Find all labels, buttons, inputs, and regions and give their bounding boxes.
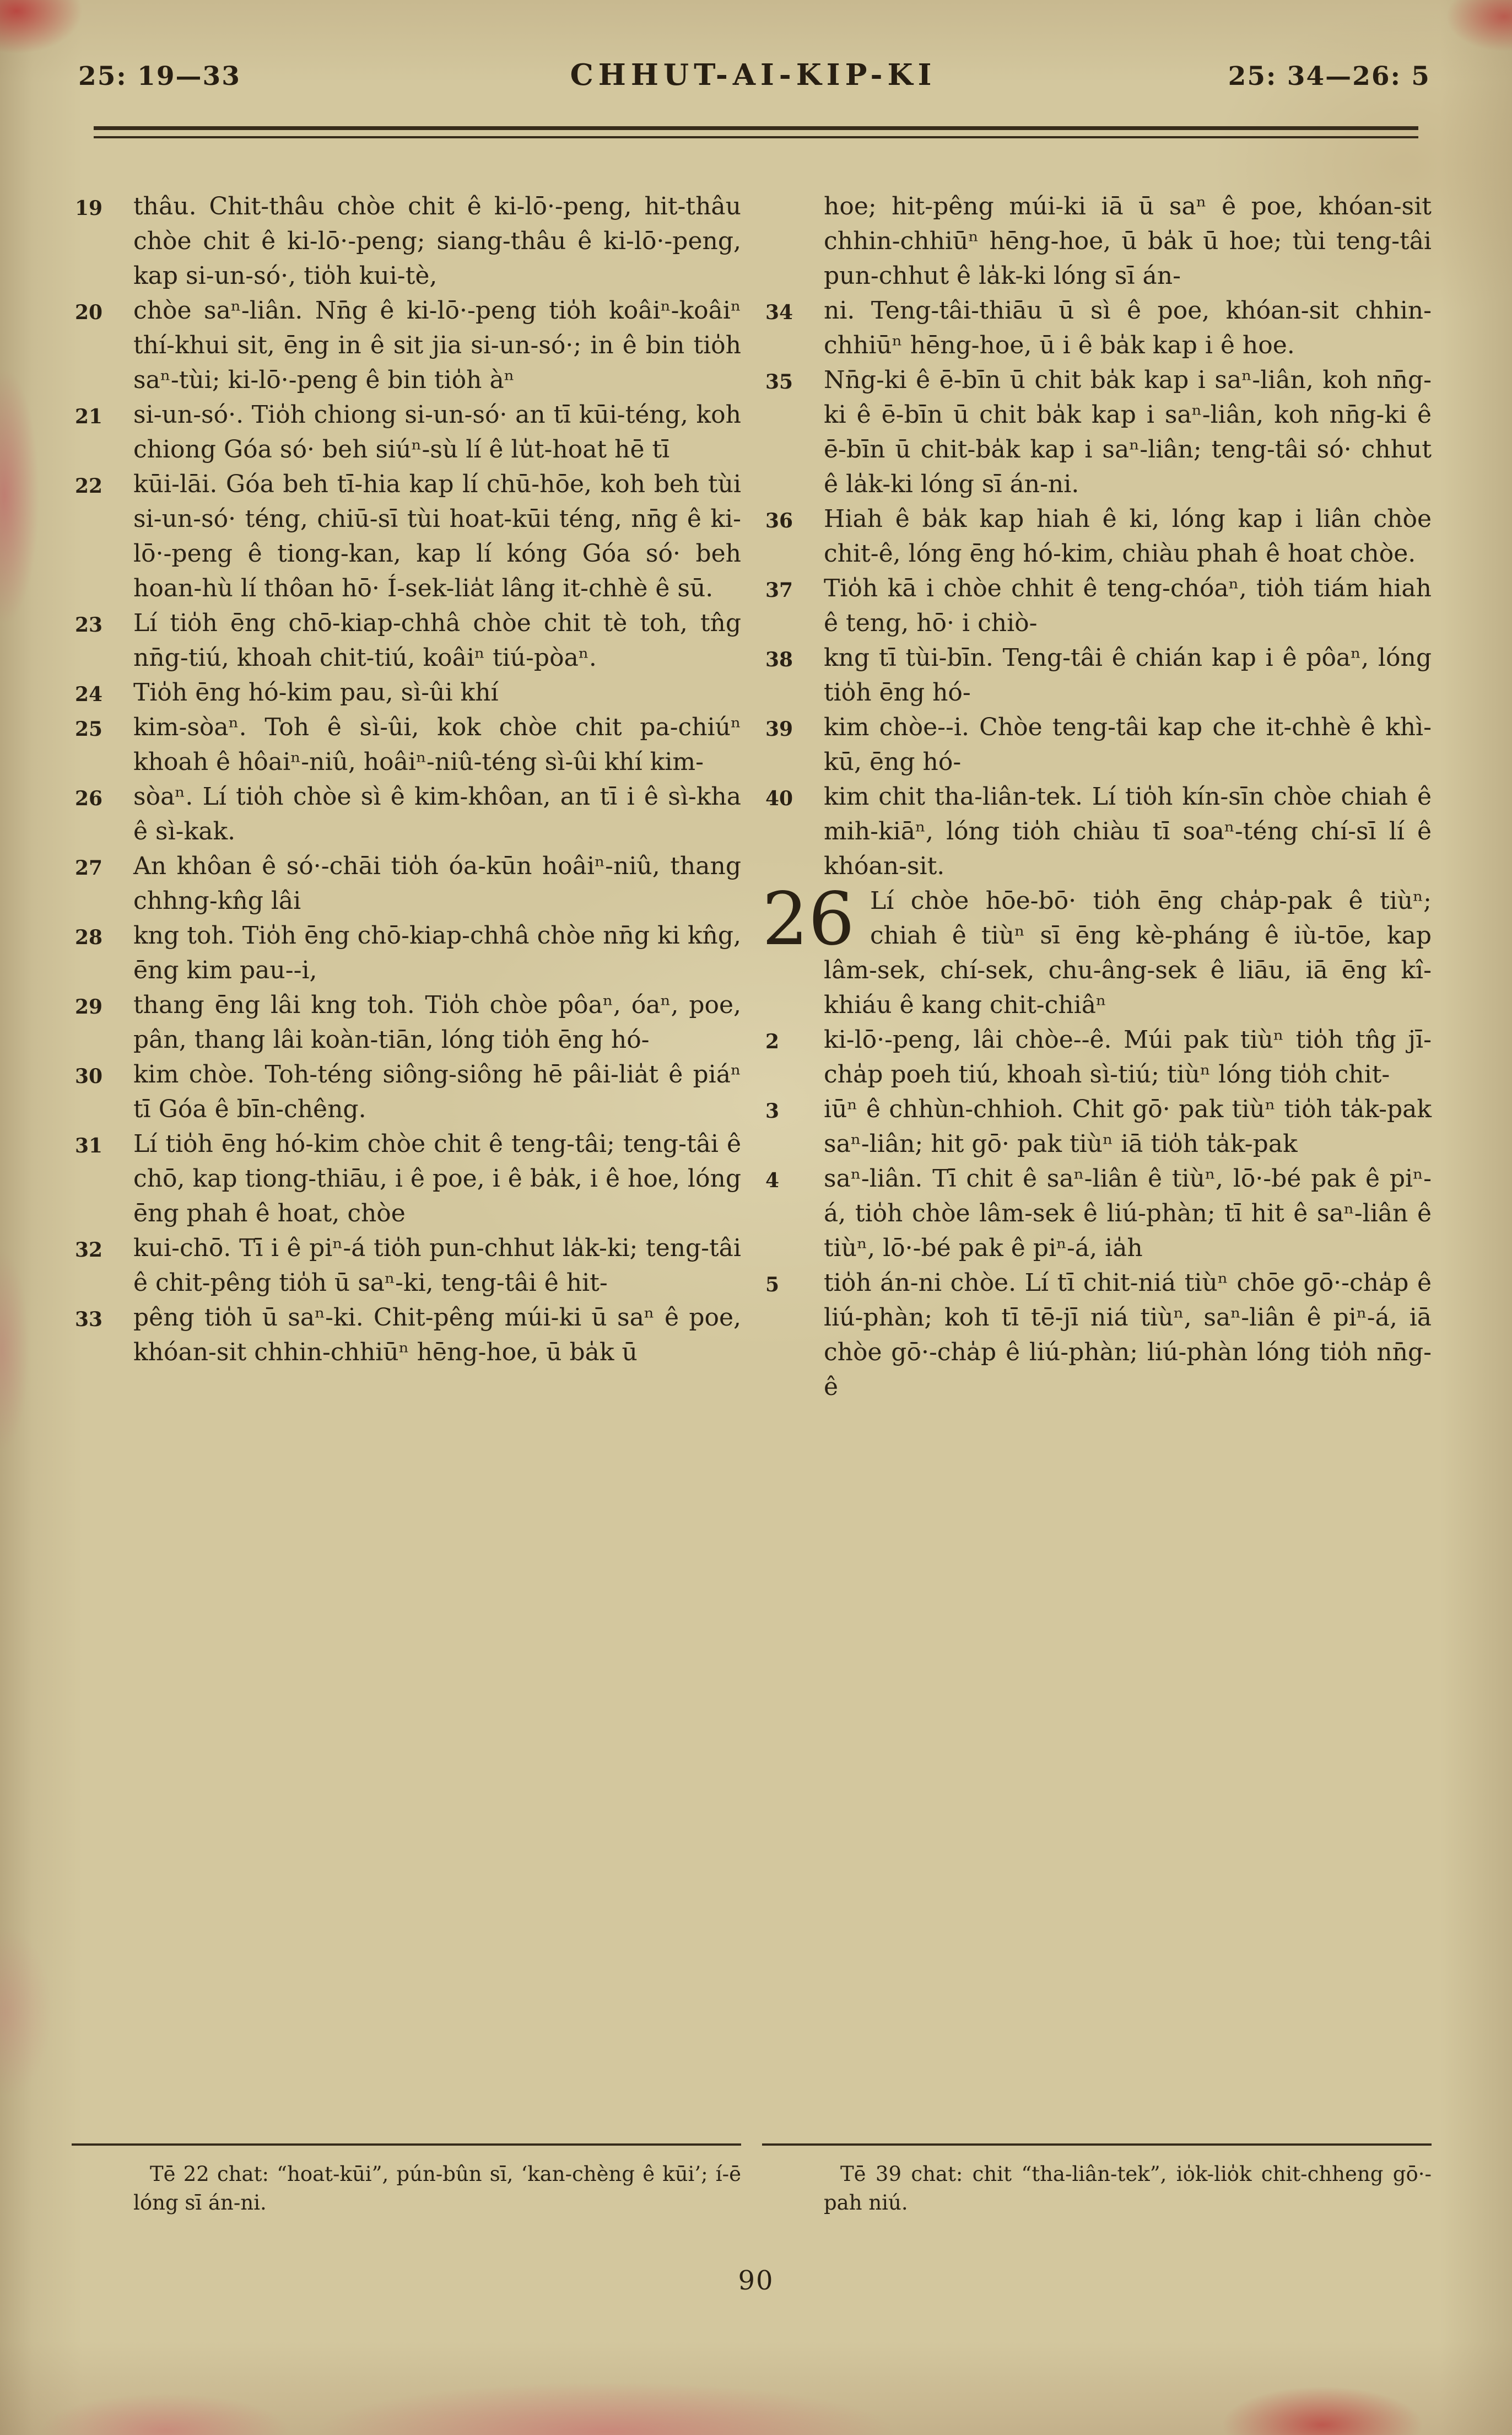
verse-number: 38: [765, 648, 793, 671]
verse: [75, 1127, 741, 1231]
verse-number: 19: [75, 197, 103, 220]
verse-text: kim chòe--i. Chòe teng-tâi kap che it-chhè ê khì-kū, ēng hó-: [824, 713, 1432, 776]
book-title: CHHUT-AI-KIP-KI: [570, 58, 937, 92]
verse-text: iūⁿ ê chhùn-chhioh. Chit gō· pak tiùⁿ tio̍h ta̍k-pak saⁿ-liân; hit gō· pak tiùⁿ iā tio̍h ta̍k-pak: [824, 1095, 1432, 1158]
verse-number: 29: [75, 995, 103, 1019]
verse-number: 28: [75, 926, 103, 949]
verse-number: 5: [765, 1273, 780, 1296]
verse-number: 37: [765, 579, 793, 602]
verse: [765, 779, 1432, 884]
verse-number: 21: [75, 405, 103, 428]
page-number: 90: [738, 2265, 774, 2296]
verse: [75, 189, 741, 293]
text-columns: [72, 189, 1435, 2217]
verse-text: An khôan ê só·-chāi tio̍h óa-kūn hoâiⁿ-niû, thang chhng-kn̂g lâi: [133, 852, 741, 915]
verse-list-left: [75, 189, 741, 1370]
verse: [765, 1092, 1432, 1161]
verse: [762, 877, 1432, 1022]
verse-list-right: [762, 189, 1432, 1404]
verse-text: kng tī tùi-bīn. Teng-tâi ê chián kap i ê pôaⁿ, lóng tio̍h ēng hó-: [824, 644, 1432, 707]
footnote-block-right: [824, 2125, 1432, 2217]
verse-number: 34: [765, 301, 793, 324]
verse: [75, 918, 741, 988]
verse: [75, 1300, 741, 1370]
header-divider-rule: [94, 126, 1418, 138]
chapter-verse-range-left: 25: 19—33: [78, 61, 241, 91]
verse-number: 39: [765, 718, 793, 741]
verse: [765, 1161, 1432, 1265]
footnote-block-left: [133, 2125, 741, 2217]
verse: [824, 189, 1432, 293]
verse: [75, 1231, 741, 1300]
verse: [765, 571, 1432, 640]
verse-text: kui-chō. Tī i ê piⁿ-á tio̍h pun-chhut la̍k-ki; teng-tâi ê chit-pêng tio̍h ū saⁿ-ki, teng-tâi ê hit-: [133, 1234, 741, 1297]
verse: [75, 849, 741, 918]
verse: [75, 293, 741, 397]
verse: [75, 675, 741, 710]
page-header: [72, 58, 1435, 99]
verse-number: 33: [75, 1308, 103, 1331]
verse-number: 3: [765, 1100, 780, 1123]
verse-text: pêng tio̍h ū saⁿ-ki. Chit-pêng múi-ki ū saⁿ ê poe, khóan-sit chhin-chhiūⁿ hēng-hoe, ū ba̍k ū: [133, 1303, 741, 1366]
verse: [75, 779, 741, 849]
footnote-left: Tē 22 chat: “hoat-kūi”, pún-bûn sī, ‘kan-chèng ê kūi’; í-ē lóng sī án-ni.: [133, 2162, 741, 2215]
verse-number: 40: [765, 787, 793, 810]
verse-text: kim chòe. Toh-téng siông-siông hē pâi-lia̍t ê piáⁿ tī Góa ê bīn-chêng.: [133, 1060, 741, 1123]
verse: [765, 502, 1432, 571]
verse: [75, 397, 741, 467]
verse-number: 31: [75, 1134, 103, 1157]
verse-number: 35: [765, 370, 793, 394]
verse-number: 27: [75, 856, 103, 880]
verse-text: Lí chòe hōe-bō· tio̍h ēng cha̍p-pak ê tiùⁿ; chiah ê tiùⁿ sī ēng kè-pháng ê iù-tōe, kap lâm-sek, chí-sek, chu-âng-sek ê liāu, iā ēng kî-khiáu ê kang chit-chiâⁿ: [824, 887, 1432, 1019]
verse-text: saⁿ-liân. Tī chit ê saⁿ-liân ê tiùⁿ, lō·-bé pak ê piⁿ-á, tio̍h chòe lâm-sek ê liú-phàn; tī hit ê saⁿ-liân ê tiùⁿ, lō·-bé pak ê piⁿ-á, ia̍h: [824, 1165, 1432, 1262]
verse-text: kim chit tha-liân-tek. Lí tio̍h kín-sīn chòe chiah ê mih-kiāⁿ, lóng tio̍h chiàu tī soaⁿ-téng chí-sī lí ê khóan-sit.: [824, 783, 1432, 880]
verse-number: 2: [765, 1030, 780, 1053]
verse-text: hoe; hit-pêng múi-ki iā ū saⁿ ê poe, khóan-sit chhin-chhiūⁿ hēng-hoe, ū ba̍k ū hoe; tùi teng-tâi pun-chhut ê la̍k-ki lóng sī án-: [824, 192, 1432, 290]
verse-text: Lí tio̍h ēng hó-kim chòe chit ê teng-tâi; teng-tâi ê chō, kap tiong-thiāu, i ê poe, i ê ba̍k, i ê hoe, lóng ēng phah ê hoat, chòe: [133, 1130, 741, 1227]
verse-text: ni. Teng-tâi-thiāu ū sì ê poe, khóan-sit chhin-chhiūⁿ hēng-hoe, ū i ê ba̍k kap i ê hoe.: [824, 297, 1432, 359]
verse-number: 36: [765, 509, 793, 532]
verse-text: thang ēng lâi kng toh. Tio̍h chòe pôaⁿ, óaⁿ, poe, pân, thang lâi koàn-tiān, lóng tio̍h ēng hó-: [133, 991, 741, 1054]
verse: [765, 1022, 1432, 1092]
verse-text: chòe saⁿ-liân. Nn̄g ê ki-lō·-peng tio̍h koâiⁿ-koâiⁿ thí-khui sit, ēng in ê sit jia si-un-só·; in ê bin tio̍h saⁿ-tùi; ki-lō·-peng ê bin tio̍h àⁿ: [133, 297, 741, 394]
verse-text: Tio̍h kā i chòe chhit ê teng-chóaⁿ, tio̍h tiám hiah ê teng, hō· i chiò-: [824, 574, 1432, 637]
verse-number: 4: [765, 1169, 780, 1192]
verse: [75, 606, 741, 675]
verse: [765, 293, 1432, 363]
verse-text: ki-lō·-peng, lâi chòe--ê. Múi pak tiùⁿ tio̍h tn̂g jī-cha̍p poeh tiú, khoah sì-tiú; tiùⁿ lóng tio̍h chit-: [824, 1026, 1432, 1089]
verse-text: kng toh. Tio̍h ēng chō-kiap-chhâ chòe nn̄g ki kn̂g, ēng kim pau--i,: [133, 922, 741, 984]
footnote-divider-right: [762, 2143, 1432, 2146]
verse-text: Lí tio̍h ēng chō-kiap-chhâ chòe chit tè toh, tn̂g nn̄g-tiú, khoah chit-tiú, koâiⁿ tiú-pòaⁿ.: [133, 609, 741, 672]
verse: [75, 710, 741, 779]
verse-number: 24: [75, 683, 103, 706]
verse: [75, 467, 741, 606]
verse: [75, 1057, 741, 1127]
left-column: [75, 189, 741, 2217]
verse-text: kūi-lāi. Góa beh tī-hia kap lí chū-hōe, koh beh tùi si-un-só· téng, chiū-sī tùi hoat-kūi téng, nn̄g ê ki-lō·-peng ê tiong-kan, kap lí kóng Góa só· beh hoan-hù lí thôan hō· Í-sek-lia̍t lâng it-chhè ê sū.: [133, 470, 741, 602]
verse: [765, 710, 1432, 779]
verse-number: 25: [75, 718, 103, 741]
chapter-verse-range-right: 25: 34—26: 5: [1228, 61, 1430, 91]
verse-number: 22: [75, 475, 103, 498]
verse-text: Nn̄g-ki ê ē-bīn ū chit ba̍k kap i saⁿ-liân, koh nn̄g-ki ê ē-bīn ū chit ba̍k kap i saⁿ-liân, koh nn̄g-ki ê ē-bīn ū chit-ba̍k kap i saⁿ-liân; teng-tâi só· chhut ê la̍k-ki lóng sī án-ni.: [824, 366, 1432, 498]
verse-number: 30: [75, 1065, 103, 1088]
verse: [765, 640, 1432, 710]
verse-number: 23: [75, 613, 103, 637]
verse-text: kim-sòaⁿ. Toh ê sì-ûi, kok chòe chit pa-chiúⁿ khoah ê hôaiⁿ-niû, hoâiⁿ-niû-téng sì-ûi khí kim-: [133, 713, 741, 776]
verse-text: thâu. Chit-thâu chòe chit ê ki-lō·-peng, hit-thâu chòe chit ê ki-lō·-peng; siang-thâu ê ki-lō·-peng, kap si-un-só·, tio̍h kui-tè,: [133, 192, 741, 290]
verse: [75, 988, 741, 1057]
verse-text: Tio̍h ēng hó-kim pau, sì-ûi khí: [133, 678, 499, 707]
footnote-right: Tē 39 chat: chit “tha-liân-tek”, io̍k-lio̍k chit-chheng gō·-pah niú.: [824, 2162, 1432, 2215]
verse-text: sòaⁿ. Lí tio̍h chòe sì ê kim-khôan, an tī i ê sì-kha ê sì-kak.: [133, 783, 741, 845]
footnote-divider-left: [72, 2143, 741, 2146]
verse: [765, 1265, 1432, 1404]
verse-text: si-un-só·. Tio̍h chiong si-un-só· an tī kūi-téng, koh chiong Góa só· beh siúⁿ-sù lí ê lu̍t-hoat hē tī: [133, 401, 741, 464]
verse-text: tio̍h án-ni chòe. Lí tī chit-niá tiùⁿ chōe gō·-cha̍p ê liú-phàn; koh tī tē-jī niá tiùⁿ, saⁿ-liân ê piⁿ-á, iā chòe gō·-cha̍p ê liú-phàn; liú-phàn lóng tio̍h nn̄g-ê: [824, 1269, 1432, 1401]
verse-text: Hiah ê ba̍k kap hiah ê ki, lóng kap i liân chòe chit-ê, lóng ēng hó-kim, chiàu phah ê hoat chòe.: [824, 505, 1432, 568]
chapter-number: 26: [762, 877, 855, 962]
right-column: [762, 189, 1432, 2217]
verse: [765, 363, 1432, 502]
verse-number: 32: [75, 1238, 103, 1262]
verse-number: 20: [75, 301, 103, 324]
verse-number: 26: [75, 787, 103, 810]
